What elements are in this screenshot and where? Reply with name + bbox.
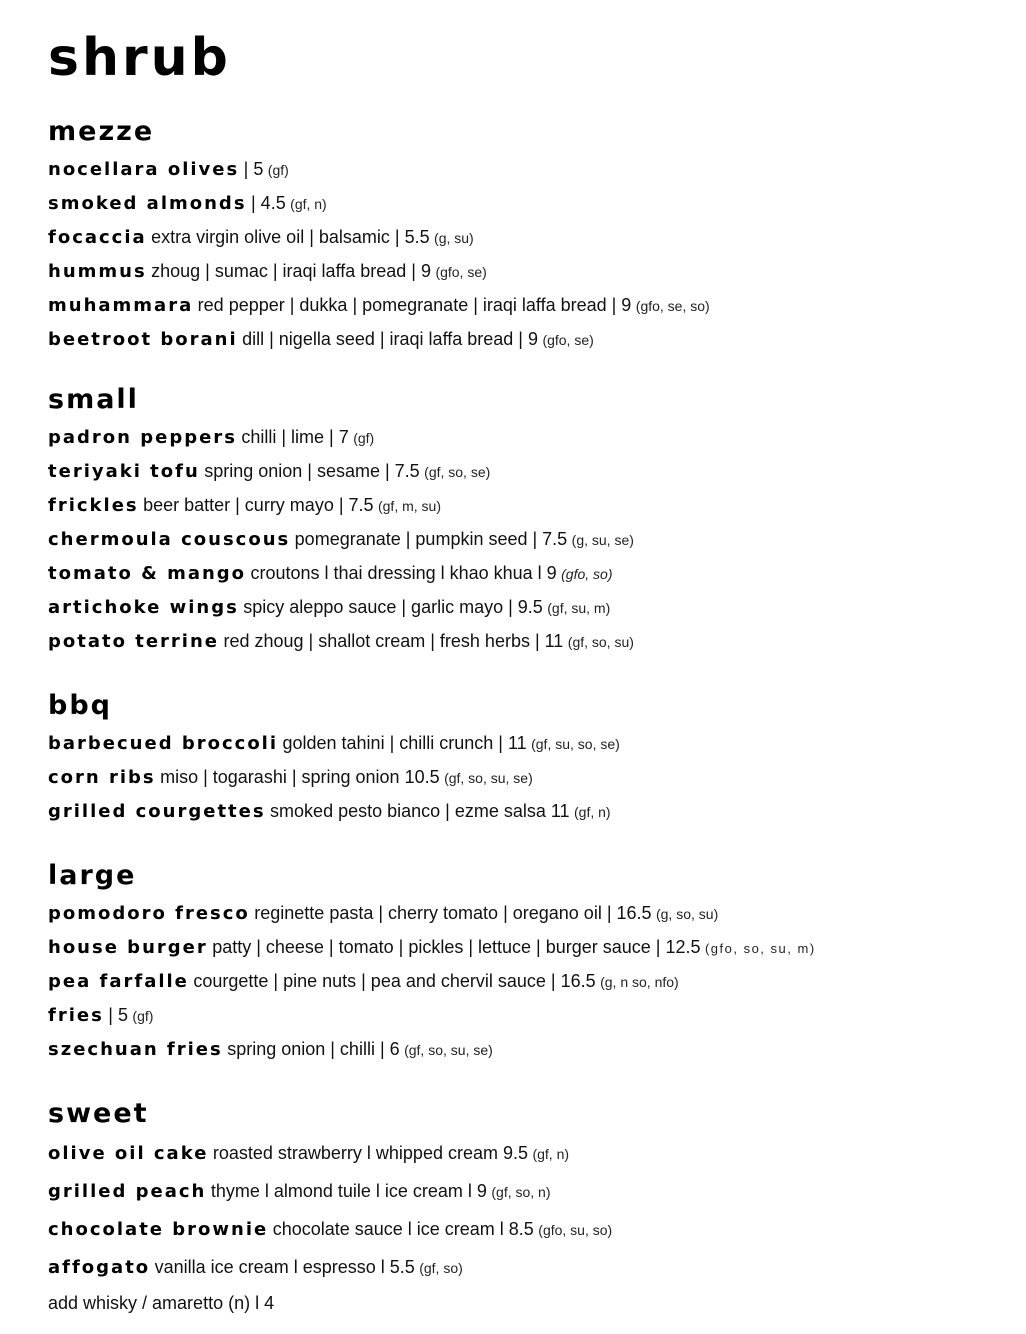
item-tags: (gf, n): [532, 1146, 570, 1162]
menu-item: [48, 322, 1008, 356]
item-name: muhammara: [48, 295, 194, 316]
item-tags: (gfo, se): [435, 264, 487, 280]
menu-item: [48, 1248, 1008, 1286]
menu-item: [48, 590, 1008, 624]
menu-item: [48, 1032, 1008, 1066]
item-desc: smoked pesto bianco | ezme salsa 11: [270, 801, 570, 821]
section-title: bbq: [48, 690, 112, 721]
item-name: chocolate brownie: [48, 1219, 269, 1240]
item-tags: (gf, so): [419, 1260, 463, 1276]
item-desc: spicy aleppo sauce | garlic mayo | 9.5: [243, 597, 543, 617]
item-tags: (gf, m, su): [377, 498, 441, 514]
item-desc: | 4.5: [251, 193, 286, 213]
item-tags: (gf): [267, 162, 289, 178]
section-bbq: [48, 686, 1008, 828]
menu-item: [48, 794, 1008, 828]
item-name: focaccia: [48, 227, 147, 248]
item-name: pomodoro fresco: [48, 903, 250, 924]
menu-item: [48, 488, 1008, 522]
item-desc: red pepper | dukka | pomegranate | iraqi laffa bread | 9: [197, 295, 632, 315]
section-title: mezze: [48, 116, 155, 147]
item-name: nocellara olives: [48, 159, 240, 180]
item-tags: (gf, so, su, se): [444, 770, 533, 786]
section-title: small: [48, 384, 139, 415]
menu-item: [48, 522, 1008, 556]
item-tags: (gfo, su, so): [538, 1222, 613, 1238]
item-tags: (gfo, se, so): [635, 298, 710, 314]
menu-item: [48, 254, 1008, 288]
item-tags: (gf, su, so, se): [531, 736, 620, 752]
item-tags: (gf, n): [574, 804, 611, 820]
item-name: barbecued broccoli: [48, 733, 279, 754]
item-tags: (gf, so, se): [424, 464, 491, 480]
item-name: chermoula couscous: [48, 529, 291, 550]
menu-item: [48, 454, 1008, 488]
menu-item: [48, 1134, 1008, 1172]
item-name: olive oil cake: [48, 1143, 209, 1164]
section-small: [48, 380, 1008, 658]
item-tags: (gf): [132, 1008, 154, 1024]
item-name: padron peppers: [48, 427, 237, 448]
item-name: tomato & mango: [48, 563, 247, 584]
item-desc: | 5: [108, 1005, 128, 1025]
item-name: hummus: [48, 261, 147, 282]
item-desc: roasted strawberry l whipped cream 9.5: [212, 1143, 528, 1163]
item-tags: (gf, su, m): [547, 600, 611, 616]
item-desc: croutons l thai dressing l khao khua l 9: [250, 563, 557, 583]
item-name: teriyaki tofu: [48, 461, 200, 482]
item-tags: (gfo, se): [542, 332, 594, 348]
menu-item: [48, 998, 1008, 1032]
menu-title: shrub: [48, 28, 231, 88]
item-desc: golden tahini | chilli crunch | 11: [282, 733, 527, 753]
item-desc: chocolate sauce l ice cream l 8.5: [272, 1219, 534, 1239]
item-tags: (g, su, se): [571, 532, 634, 548]
item-name: corn ribs: [48, 767, 156, 788]
item-name: grilled peach: [48, 1181, 207, 1202]
menu-item: [48, 1172, 1008, 1210]
item-name: grilled courgettes: [48, 801, 266, 822]
item-tags: (g, su): [434, 230, 474, 246]
item-name: artichoke wings: [48, 597, 239, 618]
item-tags: (gfo, so): [561, 566, 613, 582]
item-tags: (gf, so, n): [491, 1184, 551, 1200]
item-name: house burger: [48, 937, 208, 958]
menu-item: [48, 760, 1008, 794]
menu-item: [48, 152, 1008, 186]
item-desc: pomegranate | pumpkin seed | 7.5: [294, 529, 568, 549]
item-tags: (gf, n): [290, 196, 327, 212]
menu-item: [48, 220, 1008, 254]
item-tags: (gf, so, su): [567, 634, 634, 650]
item-desc: red zhoug | shallot cream | fresh herbs | 11: [223, 631, 564, 651]
section-mezze: [48, 112, 1008, 356]
add-on-note: add whisky / amaretto (n) l 4: [48, 1293, 275, 1313]
menu-item: [48, 420, 1008, 454]
item-desc: courgette | pine nuts | pea and chervil sauce | 16.5: [193, 971, 596, 991]
item-name: pea farfalle: [48, 971, 189, 992]
item-tags: (gf): [353, 430, 375, 446]
item-desc: thyme l almond tuile l ice cream l 9: [210, 1181, 487, 1201]
item-desc: dill | nigella seed | iraqi laffa bread | 9: [242, 329, 538, 349]
item-name: potato terrine: [48, 631, 219, 652]
menu-item: [48, 186, 1008, 220]
item-desc: chilli | lime | 7: [241, 427, 349, 447]
section-title: large: [48, 860, 137, 891]
item-tags: (g, n so, nfo): [600, 974, 679, 990]
item-desc: spring onion | chilli | 6: [227, 1039, 400, 1059]
item-desc: vanilla ice cream l espresso l 5.5: [154, 1257, 415, 1277]
item-desc: miso | togarashi | spring onion 10.5: [160, 767, 440, 787]
item-name: szechuan fries: [48, 1039, 223, 1060]
item-tags: (gfo, so, su, m): [704, 941, 816, 956]
menu-item: [48, 964, 1008, 998]
menu-item: [48, 1210, 1008, 1248]
item-name: affogato: [48, 1257, 151, 1278]
item-desc: spring onion | sesame | 7.5: [204, 461, 420, 481]
section-sweet: [48, 1094, 1008, 1320]
menu-item: [48, 930, 1008, 964]
item-tags: (g, so, su): [655, 906, 719, 922]
item-desc: beer batter | curry mayo | 7.5: [143, 495, 374, 515]
item-name: smoked almonds: [48, 193, 247, 214]
section-large: [48, 856, 1008, 1066]
item-desc: reginette pasta | cherry tomato | oregano oil | 16.5: [254, 903, 652, 923]
item-desc: patty | cheese | tomato | pickles | lettuce | burger sauce | 12.5: [212, 937, 701, 957]
section-title: sweet: [48, 1098, 149, 1129]
menu-item: [48, 624, 1008, 658]
item-desc: | 5: [243, 159, 264, 179]
menu-item: [48, 896, 1008, 930]
item-name: frickles: [48, 495, 139, 516]
menu-item: [48, 726, 1008, 760]
item-desc: extra virgin olive oil | balsamic | 5.5: [151, 227, 430, 247]
item-name: fries: [48, 1005, 104, 1026]
item-name: beetroot borani: [48, 329, 238, 350]
item-desc: zhoug | sumac | iraqi laffa bread | 9: [151, 261, 431, 281]
menu-item: [48, 556, 1008, 590]
item-tags: (gf, so, su, se): [404, 1042, 493, 1058]
menu-item: [48, 288, 1008, 322]
